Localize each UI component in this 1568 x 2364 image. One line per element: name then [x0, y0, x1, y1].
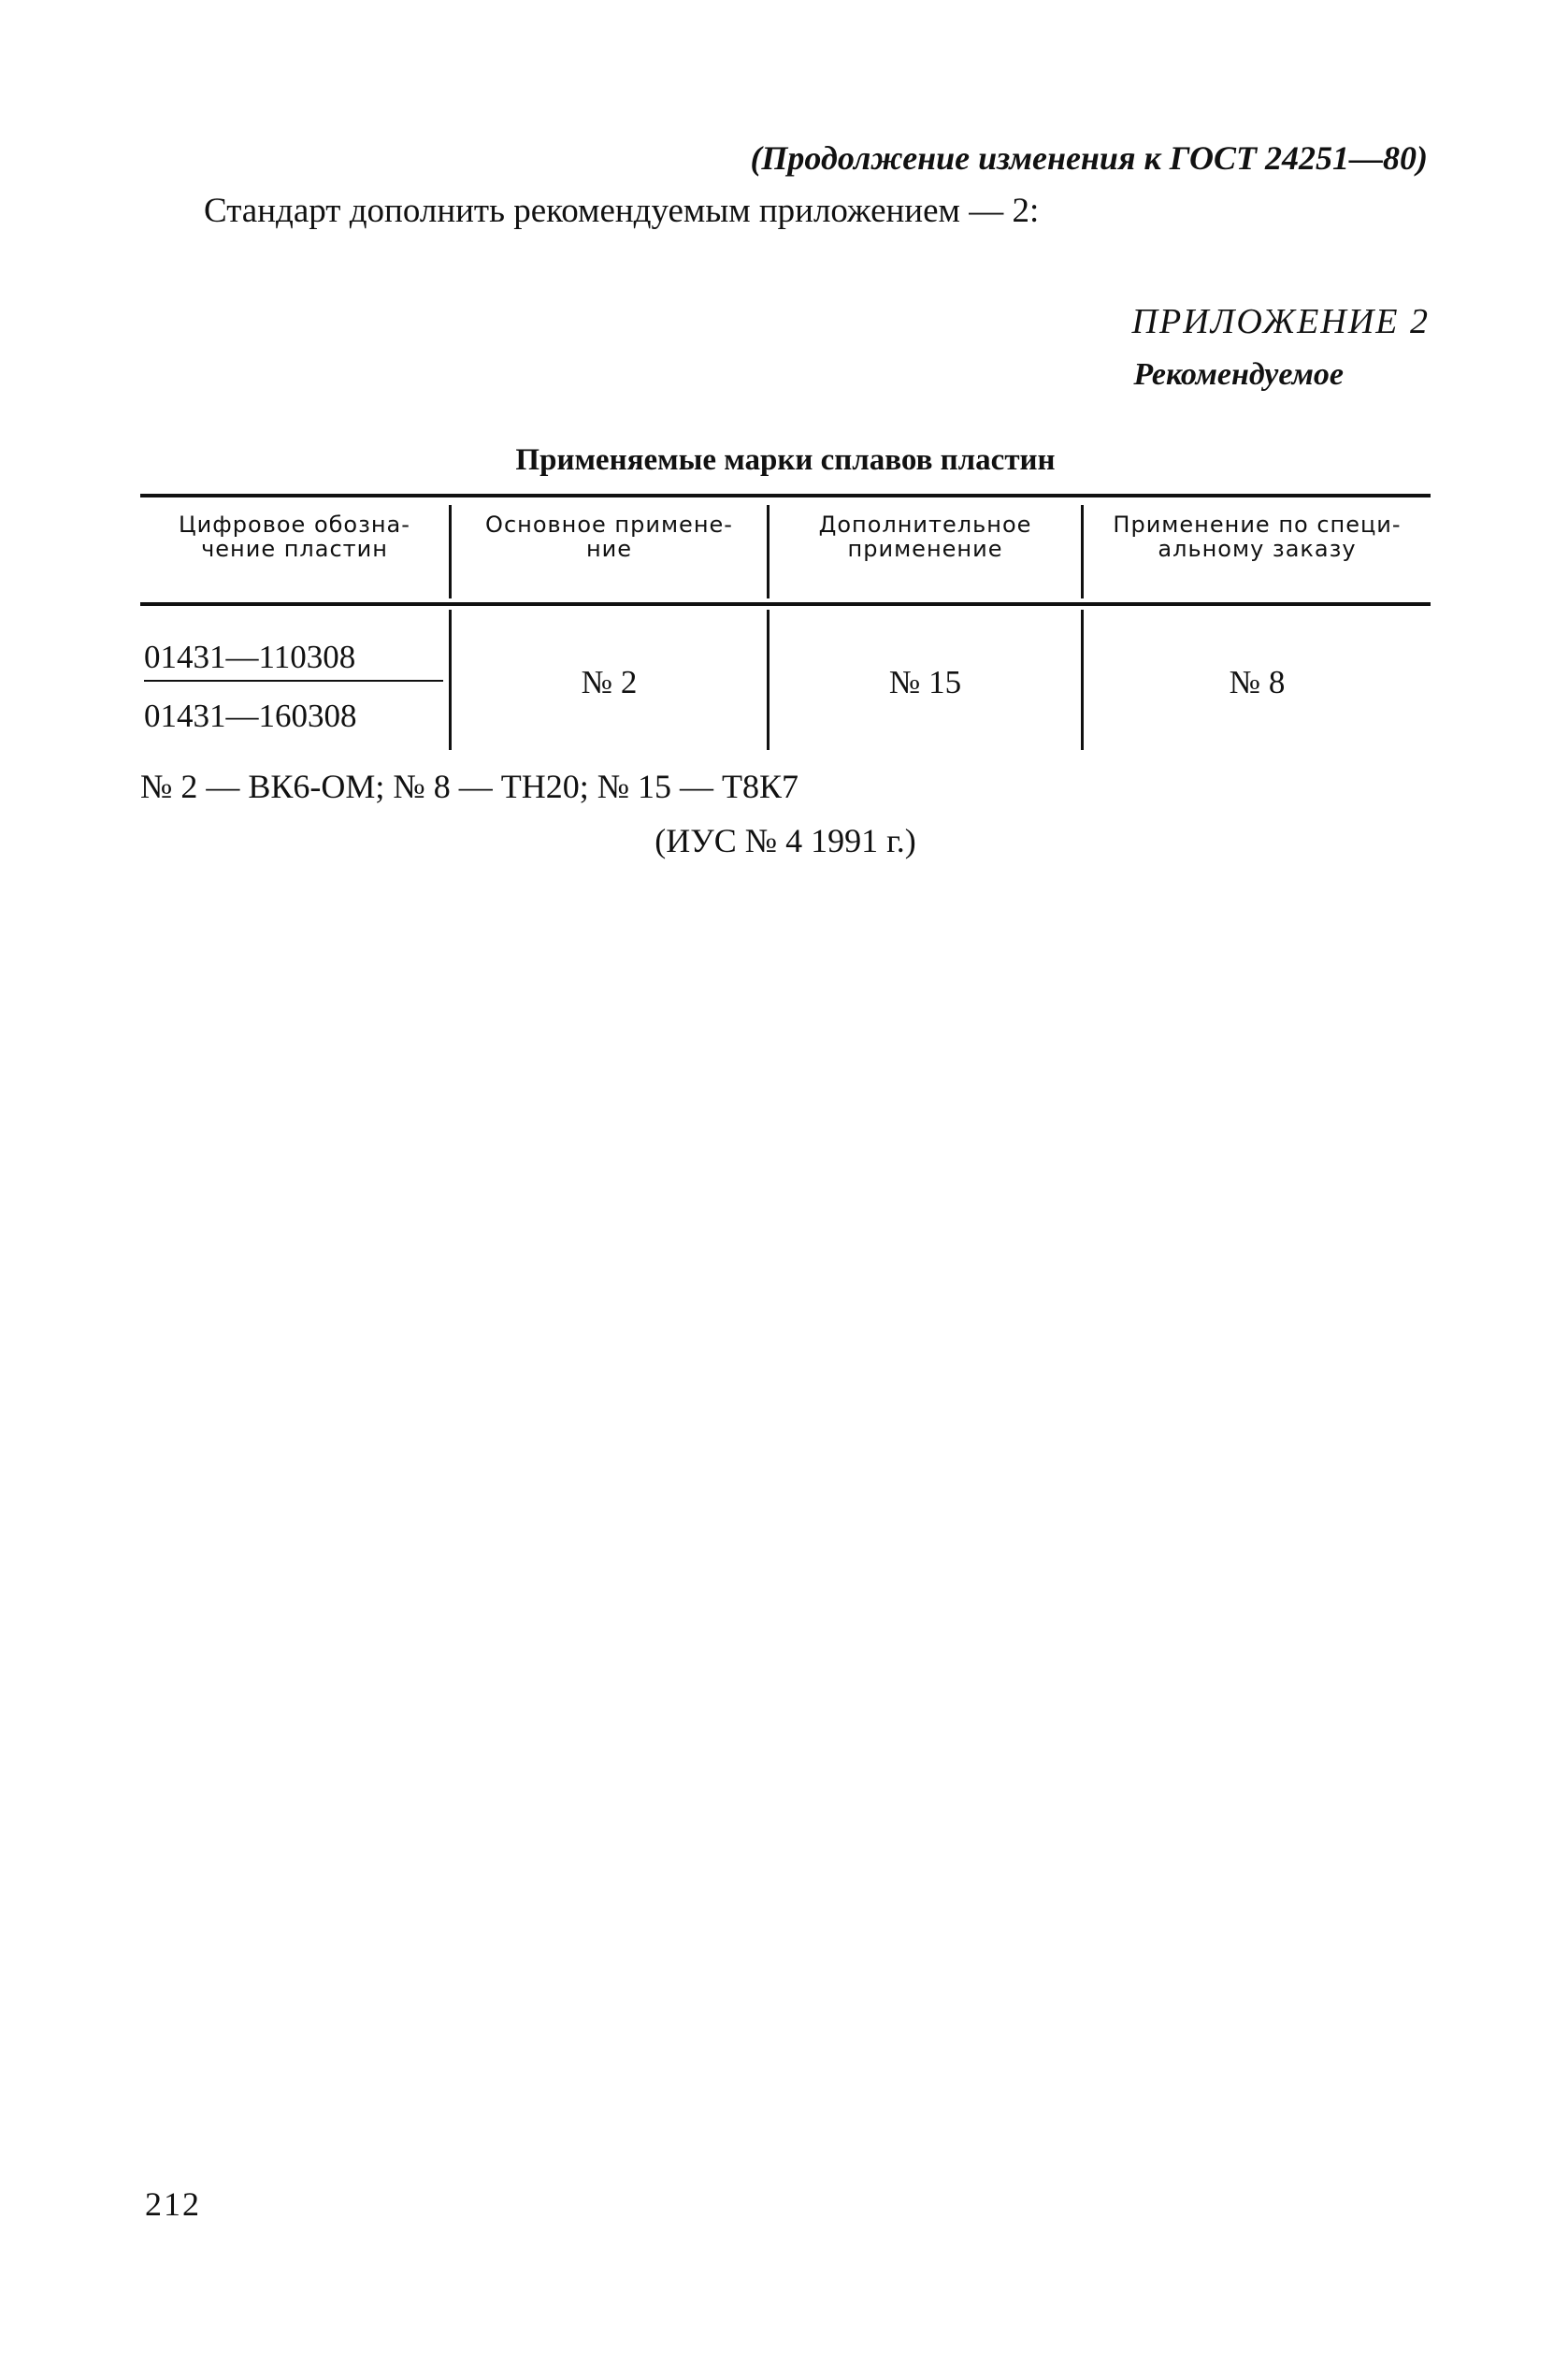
header-line: Цифровое обозна- [179, 512, 410, 538]
main-use-value: № 2 [581, 664, 638, 700]
special-order-value: № 8 [1229, 664, 1286, 700]
header-line: Основное примене- [485, 512, 733, 538]
appendix-subtitle: Рекомендуемое [1133, 357, 1344, 392]
alloy-legend: № 2 — ВК6-ОМ; № 8 — ТН20; № 15 — Т8К7 [140, 768, 799, 805]
appendix-title: ПРИЛОЖЕНИЕ 2 [1131, 302, 1430, 341]
header-cell-main-use [452, 512, 767, 597]
continuation-note: (Продолжение изменения к ГОСТ 24251—80) [750, 139, 1428, 177]
header-line: ние [585, 536, 633, 562]
header-line: чение пластин [201, 536, 388, 562]
intro-text: Стандарт дополнить рекомендуемым приложением — 2: [204, 192, 1040, 230]
code-separator [144, 680, 443, 682]
header-cell-additional-use [770, 512, 1081, 597]
table-top-rule [140, 494, 1431, 497]
header-line: Применение по специ- [1113, 512, 1402, 538]
header-cell-special-order [1084, 512, 1431, 597]
header-line: Дополнительное [818, 512, 1032, 538]
plate-code: 01431—160308 [144, 698, 357, 734]
header-line: альному заказу [1158, 536, 1357, 562]
header-cell-designation [140, 512, 449, 597]
header-line: применение [847, 536, 1003, 562]
alloy-table [140, 494, 1431, 756]
page-number: 212 [145, 2185, 201, 2223]
additional-use-value: № 15 [888, 664, 962, 700]
table-title: Применяемые марки сплавов пластин [515, 443, 1056, 477]
plate-code: 01431—110308 [144, 639, 356, 675]
table-header-rule [140, 602, 1431, 606]
source-reference: (ИУС № 4 1991 г.) [655, 822, 916, 859]
